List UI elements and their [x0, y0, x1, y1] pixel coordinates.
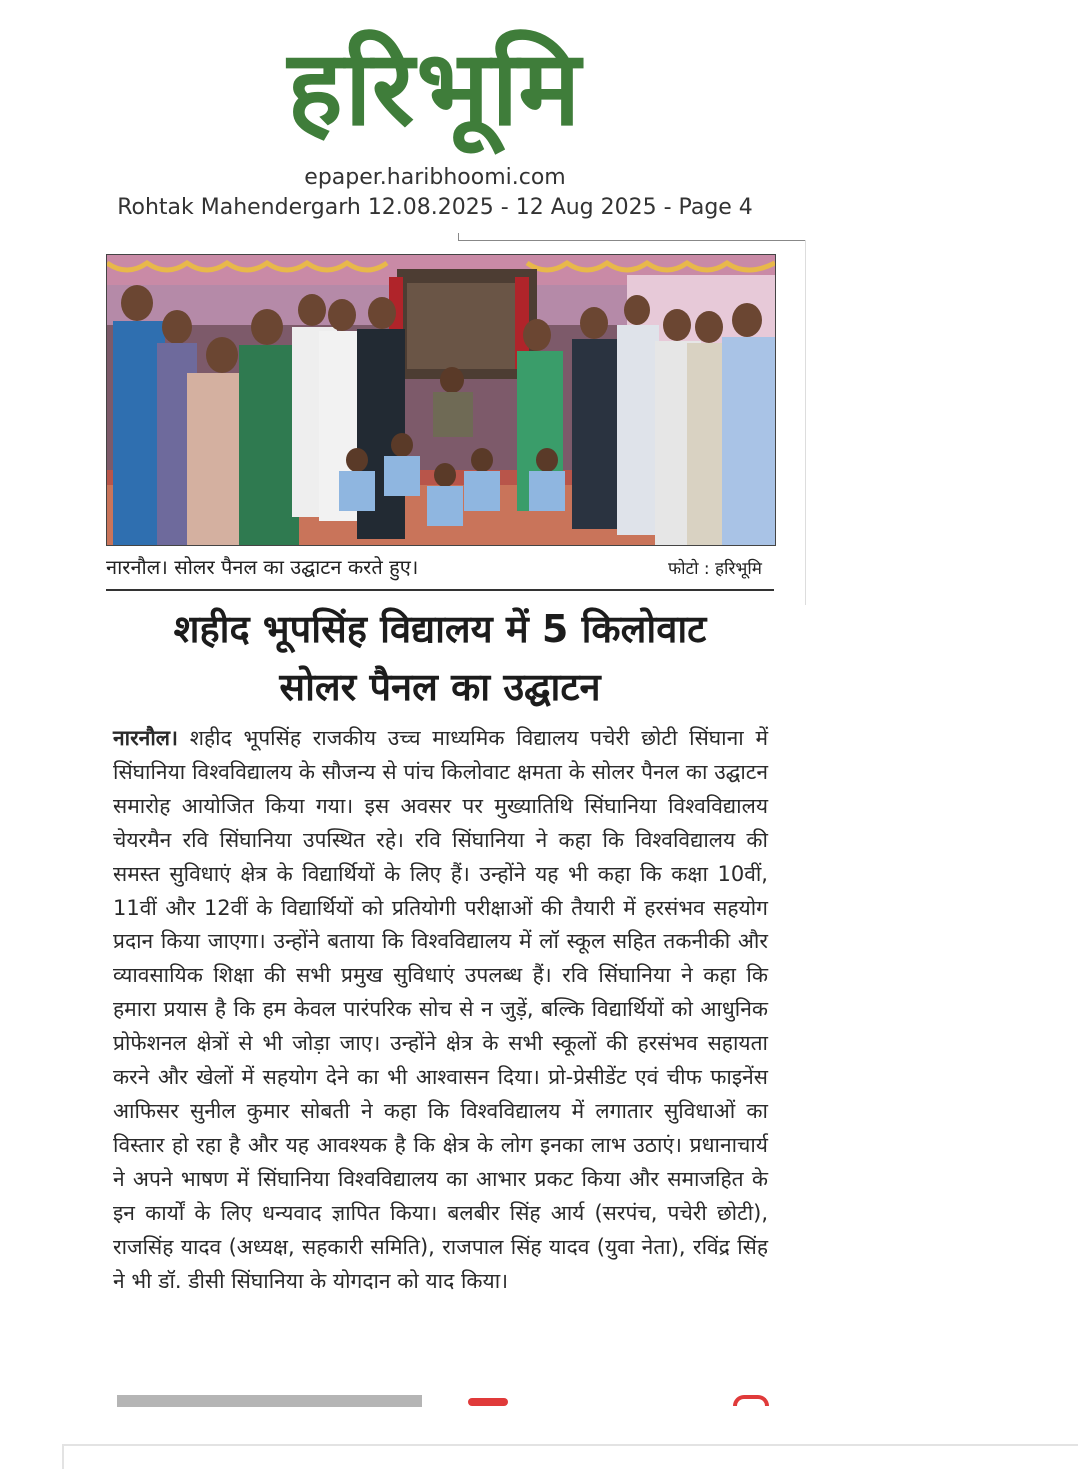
event-photo-illustration — [107, 255, 775, 545]
caption-divider — [106, 589, 774, 591]
next-article-bar — [117, 1395, 422, 1407]
article-dateline: नारनौल। — [113, 726, 178, 750]
edition-info: Rohtak Mahendergarh 12.08.2025 - 12 Aug 2025 - Page 4 — [117, 195, 753, 220]
viewer-bottom-frame — [62, 1444, 1078, 1469]
next-article-red-mark — [468, 1398, 508, 1406]
clip-right-edge — [805, 240, 806, 605]
headline-line-1: शहीद भूपसिंह विद्यालय में 5 किलोवाट — [173, 607, 707, 651]
photo-caption: नारनौल। सोलर पैनल का उद्घाटन करते हुए। — [106, 555, 419, 579]
clip-top-rule — [458, 240, 806, 241]
masthead-title: हरिभूमि — [287, 27, 583, 149]
news-photo — [106, 254, 776, 546]
next-article-red-arc — [733, 1395, 769, 1406]
article-body — [113, 722, 768, 1298]
article-body-text: शहीद भूपसिंह राजकीय उच्च माध्यमिक विद्यालय पचेरी छोटी सिंघाना में सिंघानिया विश्वविद्यालय के सौजन्य से पांच किलोवाट क्षमता के सोलर पैनल का उद्घाटन समारोह आयोजित किया गया। इस अवसर पर मुख्यातिथि सिंघानिया विश्वविद्यालय चेयरमैन रवि सिंघानिया उपस्थित रहे। रवि सिंघानिया ने कहा कि विश्वविद्यालय की समस्त सुविधाएं क्षेत्र के विद्यार्थियों के लिए हैं। उन्होंने यह भी कहा कि कक्षा 10वीं, 11वीं और 12वीं के विद्यार्थियों को प्रतियोगी परीक्षाओं की तैयारी में हरसंभव सहयोग प्रदान किया जाएगा। उन्होंने बताया कि विश्वविद्यालय में लॉ स्कूल सहित तकनीकी और व्यावसायिक शिक्षा की सभी प्रमुख सुविधाएं उपलब्ध हैं। रवि सिंघानिया ने कहा कि हमारा प्रयास है कि हम केवल पारंपरिक सोच से न जुड़ें, बल्कि विद्यार्थियों को आधुनिक प्रोफेशनल क्षेत्रों से भी जोड़ा जाए। उन्होंने क्षेत्र के सभी स्कूलों की हरसंभव सहायता करने और खेलों में सहयोग देने का भी आश्वासन दिया। प्रो-प्रेसीडेंट एवं चीफ फाइनेंस आफिसर सुनील कुमार सोबती ने कहा कि विश्वविद्यालय में लगातार सुविधाओं का विस्तार हो रहा है और यह आवश्यक है कि क्षेत्र के लोग इनका लाभ उठाएं। प्रधानाचार्य ने अपने भाषण में सिंघानिया विश्वविद्यालय का आभार प्रकट किया और समाजहित के इन कार्यों के लिए धन्यवाद ज्ञापित किया। बलबीर सिंह आर्य (सरपंच, पचेरी छोटी), राजसिंह यादव (अध्यक्ष, सहकारी समिति), राजपाल सिंह यादव (युवा नेता), रविंद्र सिंह ने भी डॉ. डीसी सिंघानिया के योगदान को याद किया। — [113, 726, 768, 1293]
photo-credit: फोटो : हरिभूमि — [668, 559, 762, 579]
headline-line-2: सोलर पैनल का उद्घाटन — [279, 665, 601, 709]
article-headline — [106, 600, 774, 716]
epaper-url[interactable]: epaper.haribhoomi.com — [304, 165, 566, 190]
